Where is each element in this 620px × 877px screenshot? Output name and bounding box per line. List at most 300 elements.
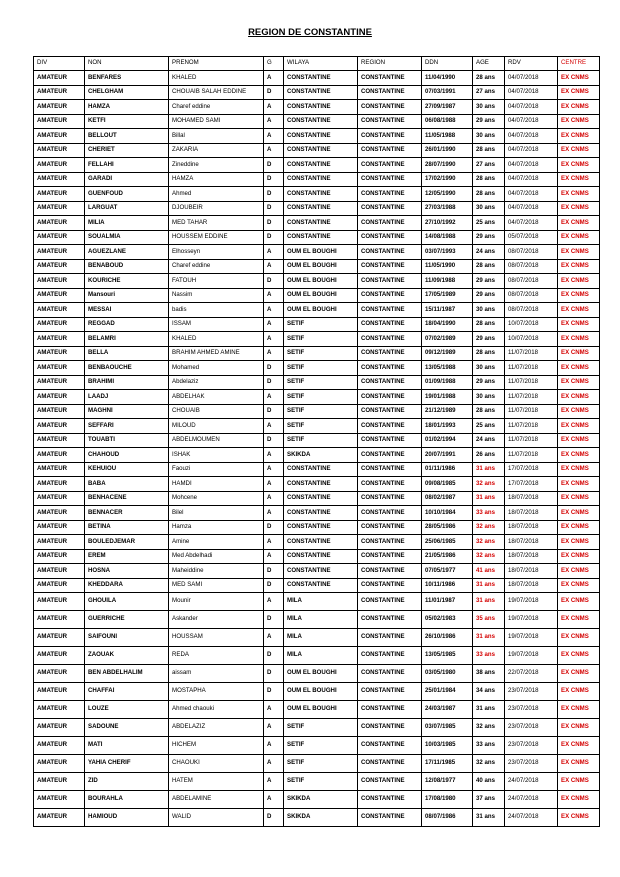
cell-g: A [264, 719, 284, 737]
cell-nom: BENBAOUCHE [85, 361, 169, 376]
cell-g: A [264, 629, 284, 647]
cell-nom: GUERRICHE [85, 611, 169, 629]
cell-div: AMATEUR [34, 611, 85, 629]
cell-region: CONSTANTINE [358, 578, 422, 593]
cell-g: A [264, 701, 284, 719]
cell-prenom: BRAHIM AHMED AMINE [169, 346, 264, 361]
cell-age: 33 ans [473, 737, 505, 755]
table-row [34, 448, 600, 463]
cell-age: 31 ans [473, 629, 505, 647]
cell-nom: SADOUNE [85, 719, 169, 737]
cell-div: AMATEUR [34, 549, 85, 564]
cell-g: A [264, 448, 284, 463]
cell-rdv: 19/07/2018 [505, 629, 558, 647]
cell-wilaya: SKIKDA [284, 809, 358, 827]
cell-g: D [264, 85, 284, 100]
cell-region: CONSTANTINE [358, 71, 422, 86]
table-row [34, 611, 600, 629]
cell-prenom: Nassim [169, 288, 264, 303]
cell-prenom: KHALED [169, 71, 264, 86]
cell-wilaya: CONSTANTINE [284, 114, 358, 129]
cell-nom: KEHUIOU [85, 462, 169, 477]
cell-div: AMATEUR [34, 274, 85, 289]
cell-div: AMATEUR [34, 737, 85, 755]
cell-prenom: HAMDI [169, 477, 264, 492]
cell-centre: EX CNMS [558, 433, 600, 448]
cell-rdv: 18/07/2018 [505, 506, 558, 521]
cell-region: CONSTANTINE [358, 773, 422, 791]
cell-age: 32 ans [473, 535, 505, 550]
cell-ddn: 10/10/1984 [422, 506, 473, 521]
cell-rdv: 11/07/2018 [505, 404, 558, 419]
cell-wilaya: MILA [284, 647, 358, 665]
cell-prenom: ZAKARIA [169, 143, 264, 158]
table-body [34, 71, 600, 827]
table-row [34, 791, 600, 809]
cell-centre: EX CNMS [558, 129, 600, 144]
cell-region: CONSTANTINE [358, 114, 422, 129]
cell-wilaya: OUM EL BOUGHI [284, 245, 358, 260]
cell-rdv: 23/07/2018 [505, 755, 558, 773]
cell-wilaya: OUM EL BOUGHI [284, 701, 358, 719]
cell-prenom: Hamza [169, 520, 264, 535]
cell-div: AMATEUR [34, 129, 85, 144]
cell-wilaya: MILA [284, 593, 358, 611]
cell-age: 28 ans [473, 172, 505, 187]
cell-nom: BABA [85, 477, 169, 492]
cell-region: CONSTANTINE [358, 245, 422, 260]
cell-prenom: MOHAMED SAMI [169, 114, 264, 129]
table-row [34, 303, 600, 318]
cell-div: AMATEUR [34, 288, 85, 303]
cell-age: 29 ans [473, 332, 505, 347]
cell-region: CONSTANTINE [358, 419, 422, 434]
cell-rdv: 22/07/2018 [505, 665, 558, 683]
cell-ddn: 28/05/1986 [422, 520, 473, 535]
cell-centre: EX CNMS [558, 477, 600, 492]
cell-div: AMATEUR [34, 71, 85, 86]
cell-div: AMATEUR [34, 462, 85, 477]
cell-g: A [264, 737, 284, 755]
cell-ddn: 11/09/1988 [422, 274, 473, 289]
cell-centre: EX CNMS [558, 158, 600, 173]
cell-ddn: 08/02/1987 [422, 491, 473, 506]
cell-g: A [264, 114, 284, 129]
cell-prenom: CHOUAIB [169, 404, 264, 419]
cell-rdv: 23/07/2018 [505, 701, 558, 719]
cell-div: AMATEUR [34, 773, 85, 791]
cell-centre: EX CNMS [558, 216, 600, 231]
cell-ddn: 11/05/1988 [422, 129, 473, 144]
cell-g: A [264, 773, 284, 791]
candidates-table [33, 56, 600, 827]
cell-age: 31 ans [473, 701, 505, 719]
cell-rdv: 17/07/2018 [505, 462, 558, 477]
cell-age: 38 ans [473, 665, 505, 683]
cell-div: AMATEUR [34, 375, 85, 390]
cell-centre: EX CNMS [558, 809, 600, 827]
cell-g: A [264, 288, 284, 303]
header-nom: NON [85, 57, 169, 71]
cell-ddn: 11/01/1987 [422, 593, 473, 611]
cell-g: A [264, 346, 284, 361]
cell-centre: EX CNMS [558, 201, 600, 216]
cell-prenom: ISSAM [169, 317, 264, 332]
header-prenom: PRENOM [169, 57, 264, 71]
cell-g: D [264, 230, 284, 245]
cell-ddn: 12/08/1977 [422, 773, 473, 791]
cell-nom: BRAHIMI [85, 375, 169, 390]
cell-ddn: 03/07/1985 [422, 719, 473, 737]
cell-rdv: 23/07/2018 [505, 719, 558, 737]
cell-age: 28 ans [473, 143, 505, 158]
cell-g: D [264, 611, 284, 629]
cell-ddn: 27/03/1988 [422, 201, 473, 216]
cell-ddn: 03/07/1993 [422, 245, 473, 260]
cell-nom: TOUABTI [85, 433, 169, 448]
cell-age: 31 ans [473, 809, 505, 827]
cell-prenom: Mohamed [169, 361, 264, 376]
cell-region: CONSTANTINE [358, 375, 422, 390]
cell-wilaya: SETIF [284, 346, 358, 361]
header-wilaya: WILAYA [284, 57, 358, 71]
cell-nom: GHOUILA [85, 593, 169, 611]
cell-prenom: ABDELHAK [169, 390, 264, 405]
cell-wilaya: CONSTANTINE [284, 100, 358, 115]
cell-age: 37 ans [473, 791, 505, 809]
cell-g: A [264, 100, 284, 115]
cell-region: CONSTANTINE [358, 288, 422, 303]
table-row [34, 288, 600, 303]
table-row [34, 647, 600, 665]
cell-centre: EX CNMS [558, 317, 600, 332]
cell-prenom: badis [169, 303, 264, 318]
table-row [34, 755, 600, 773]
cell-div: AMATEUR [34, 85, 85, 100]
cell-g: A [264, 245, 284, 260]
cell-ddn: 17/11/1985 [422, 755, 473, 773]
cell-prenom: MED SAMI [169, 578, 264, 593]
cell-centre: EX CNMS [558, 462, 600, 477]
cell-centre: EX CNMS [558, 593, 600, 611]
cell-div: AMATEUR [34, 593, 85, 611]
cell-div: AMATEUR [34, 346, 85, 361]
cell-centre: EX CNMS [558, 773, 600, 791]
cell-centre: EX CNMS [558, 361, 600, 376]
table-row [34, 578, 600, 593]
cell-rdv: 08/07/2018 [505, 259, 558, 274]
cell-ddn: 01/09/1988 [422, 375, 473, 390]
cell-ddn: 09/12/1989 [422, 346, 473, 361]
table-row [34, 158, 600, 173]
cell-ddn: 07/05/1977 [422, 564, 473, 579]
cell-div: AMATEUR [34, 216, 85, 231]
cell-centre: EX CNMS [558, 719, 600, 737]
cell-region: CONSTANTINE [358, 85, 422, 100]
cell-region: CONSTANTINE [358, 230, 422, 245]
cell-div: AMATEUR [34, 361, 85, 376]
cell-g: D [264, 433, 284, 448]
cell-rdv: 18/07/2018 [505, 564, 558, 579]
cell-nom: SOUALMIA [85, 230, 169, 245]
cell-centre: EX CNMS [558, 737, 600, 755]
cell-nom: EREM [85, 549, 169, 564]
cell-centre: EX CNMS [558, 506, 600, 521]
cell-prenom: ABDELMOUMEN [169, 433, 264, 448]
cell-ddn: 19/01/1988 [422, 390, 473, 405]
cell-div: AMATEUR [34, 578, 85, 593]
cell-ddn: 08/07/1986 [422, 809, 473, 827]
cell-wilaya: OUM EL BOUGHI [284, 303, 358, 318]
cell-rdv: 11/07/2018 [505, 390, 558, 405]
cell-g: A [264, 491, 284, 506]
cell-age: 29 ans [473, 230, 505, 245]
table-row [34, 390, 600, 405]
cell-centre: EX CNMS [558, 375, 600, 390]
cell-age: 32 ans [473, 719, 505, 737]
table-row [34, 737, 600, 755]
cell-wilaya: SETIF [284, 419, 358, 434]
cell-rdv: 19/07/2018 [505, 593, 558, 611]
table-row [34, 773, 600, 791]
cell-g: A [264, 390, 284, 405]
cell-ddn: 11/04/1990 [422, 71, 473, 86]
cell-wilaya: CONSTANTINE [284, 143, 358, 158]
cell-nom: SAIFOUNI [85, 629, 169, 647]
table-row [34, 100, 600, 115]
cell-div: AMATEUR [34, 433, 85, 448]
cell-centre: EX CNMS [558, 303, 600, 318]
cell-ddn: 13/05/1985 [422, 647, 473, 665]
cell-age: 28 ans [473, 404, 505, 419]
cell-region: CONSTANTINE [358, 593, 422, 611]
cell-rdv: 04/07/2018 [505, 114, 558, 129]
table-row [34, 462, 600, 477]
cell-nom: BENHACENE [85, 491, 169, 506]
cell-wilaya: MILA [284, 629, 358, 647]
cell-region: CONSTANTINE [358, 809, 422, 827]
table-row [34, 114, 600, 129]
cell-g: D [264, 158, 284, 173]
table-row [34, 375, 600, 390]
cell-rdv: 11/07/2018 [505, 361, 558, 376]
cell-div: AMATEUR [34, 809, 85, 827]
cell-ddn: 14/08/1988 [422, 230, 473, 245]
cell-g: A [264, 477, 284, 492]
cell-centre: EX CNMS [558, 647, 600, 665]
table-row [34, 245, 600, 260]
cell-div: AMATEUR [34, 317, 85, 332]
cell-prenom: HAMZA [169, 172, 264, 187]
table-row [34, 216, 600, 231]
cell-centre: EX CNMS [558, 404, 600, 419]
header-rdv: RDV [505, 57, 558, 71]
cell-wilaya: SETIF [284, 737, 358, 755]
cell-ddn: 21/12/1989 [422, 404, 473, 419]
table-row [34, 404, 600, 419]
cell-ddn: 18/01/1993 [422, 419, 473, 434]
cell-prenom: Med Abdelhadi [169, 549, 264, 564]
cell-wilaya: CONSTANTINE [284, 491, 358, 506]
cell-g: A [264, 129, 284, 144]
cell-nom: GARADI [85, 172, 169, 187]
cell-nom: CHAFFAI [85, 683, 169, 701]
cell-prenom: ISHAK [169, 448, 264, 463]
cell-div: AMATEUR [34, 143, 85, 158]
cell-rdv: 04/07/2018 [505, 143, 558, 158]
cell-rdv: 04/07/2018 [505, 158, 558, 173]
table-row [34, 332, 600, 347]
cell-nom: GUENFOUD [85, 187, 169, 202]
cell-nom: Mansouri [85, 288, 169, 303]
cell-centre: EX CNMS [558, 85, 600, 100]
header-g: G [264, 57, 284, 71]
cell-g: D [264, 404, 284, 419]
cell-age: 35 ans [473, 611, 505, 629]
cell-nom: BOURAHLA [85, 791, 169, 809]
cell-rdv: 18/07/2018 [505, 520, 558, 535]
cell-nom: FELLAHI [85, 158, 169, 173]
cell-g: D [264, 172, 284, 187]
cell-div: AMATEUR [34, 158, 85, 173]
cell-age: 30 ans [473, 303, 505, 318]
cell-prenom: HOUSSEM EDDINE [169, 230, 264, 245]
cell-age: 27 ans [473, 158, 505, 173]
cell-ddn: 10/03/1985 [422, 737, 473, 755]
cell-div: AMATEUR [34, 230, 85, 245]
cell-prenom: Faouzi [169, 462, 264, 477]
cell-prenom: Charef eddine [169, 100, 264, 115]
cell-centre: EX CNMS [558, 346, 600, 361]
cell-div: AMATEUR [34, 477, 85, 492]
table-row [34, 346, 600, 361]
cell-g: D [264, 647, 284, 665]
table-row [34, 719, 600, 737]
cell-rdv: 04/07/2018 [505, 172, 558, 187]
cell-ddn: 06/08/1988 [422, 114, 473, 129]
cell-nom: HAMZA [85, 100, 169, 115]
cell-centre: EX CNMS [558, 611, 600, 629]
cell-centre: EX CNMS [558, 71, 600, 86]
cell-ddn: 25/06/1985 [422, 535, 473, 550]
cell-centre: EX CNMS [558, 390, 600, 405]
cell-nom: HAMIOUD [85, 809, 169, 827]
cell-region: CONSTANTINE [358, 665, 422, 683]
cell-wilaya: CONSTANTINE [284, 506, 358, 521]
cell-prenom: CHAOUKI [169, 755, 264, 773]
cell-div: AMATEUR [34, 535, 85, 550]
cell-div: AMATEUR [34, 683, 85, 701]
table-row [34, 187, 600, 202]
cell-wilaya: CONSTANTINE [284, 216, 358, 231]
cell-region: CONSTANTINE [358, 390, 422, 405]
cell-prenom: MOSTAPHA [169, 683, 264, 701]
cell-age: 30 ans [473, 201, 505, 216]
cell-g: A [264, 506, 284, 521]
cell-region: CONSTANTINE [358, 755, 422, 773]
cell-wilaya: SKIKDA [284, 791, 358, 809]
cell-age: 30 ans [473, 129, 505, 144]
table-row [34, 506, 600, 521]
cell-wilaya: MILA [284, 611, 358, 629]
table-row [34, 491, 600, 506]
cell-ddn: 01/11/1986 [422, 462, 473, 477]
cell-nom: SEFFARI [85, 419, 169, 434]
cell-ddn: 27/10/1992 [422, 216, 473, 231]
cell-age: 28 ans [473, 317, 505, 332]
table-row [34, 129, 600, 144]
cell-rdv: 19/07/2018 [505, 611, 558, 629]
table-row [34, 172, 600, 187]
cell-ddn: 10/11/1986 [422, 578, 473, 593]
cell-centre: EX CNMS [558, 629, 600, 647]
cell-age: 28 ans [473, 346, 505, 361]
cell-g: A [264, 593, 284, 611]
cell-prenom: Askander [169, 611, 264, 629]
cell-rdv: 08/07/2018 [505, 288, 558, 303]
cell-region: CONSTANTINE [358, 701, 422, 719]
table-row [34, 477, 600, 492]
cell-nom: KOURICHE [85, 274, 169, 289]
cell-prenom: Bilel [169, 506, 264, 521]
cell-nom: MESSAI [85, 303, 169, 318]
cell-age: 27 ans [473, 85, 505, 100]
cell-centre: EX CNMS [558, 172, 600, 187]
cell-nom: BELAMRI [85, 332, 169, 347]
cell-g: D [264, 809, 284, 827]
cell-centre: EX CNMS [558, 683, 600, 701]
cell-age: 40 ans [473, 773, 505, 791]
cell-centre: EX CNMS [558, 332, 600, 347]
cell-rdv: 04/07/2018 [505, 201, 558, 216]
cell-prenom: Zineddine [169, 158, 264, 173]
cell-ddn: 05/02/1983 [422, 611, 473, 629]
cell-prenom: Ahmed chaouki [169, 701, 264, 719]
cell-ddn: 26/10/1986 [422, 629, 473, 647]
cell-region: CONSTANTINE [358, 491, 422, 506]
cell-wilaya: CONSTANTINE [284, 230, 358, 245]
table-row [34, 143, 600, 158]
header-centre: CENTRE [558, 57, 600, 71]
cell-region: CONSTANTINE [358, 201, 422, 216]
cell-nom: REGGAD [85, 317, 169, 332]
cell-age: 32 ans [473, 477, 505, 492]
cell-g: A [264, 791, 284, 809]
cell-region: CONSTANTINE [358, 332, 422, 347]
cell-wilaya: CONSTANTINE [284, 477, 358, 492]
cell-region: CONSTANTINE [358, 129, 422, 144]
cell-wilaya: SETIF [284, 361, 358, 376]
cell-rdv: 11/07/2018 [505, 419, 558, 434]
table-row [34, 701, 600, 719]
cell-prenom: Mohcene [169, 491, 264, 506]
cell-ddn: 26/01/1990 [422, 143, 473, 158]
cell-age: 33 ans [473, 647, 505, 665]
cell-g: A [264, 259, 284, 274]
table-row [34, 683, 600, 701]
cell-wilaya: SETIF [284, 390, 358, 405]
cell-wilaya: CONSTANTINE [284, 520, 358, 535]
cell-wilaya: SETIF [284, 375, 358, 390]
cell-age: 26 ans [473, 448, 505, 463]
cell-ddn: 21/05/1986 [422, 549, 473, 564]
cell-wilaya: SETIF [284, 719, 358, 737]
cell-region: CONSTANTINE [358, 259, 422, 274]
cell-region: CONSTANTINE [358, 549, 422, 564]
cell-ddn: 07/02/1989 [422, 332, 473, 347]
cell-region: CONSTANTINE [358, 629, 422, 647]
cell-region: CONSTANTINE [358, 683, 422, 701]
